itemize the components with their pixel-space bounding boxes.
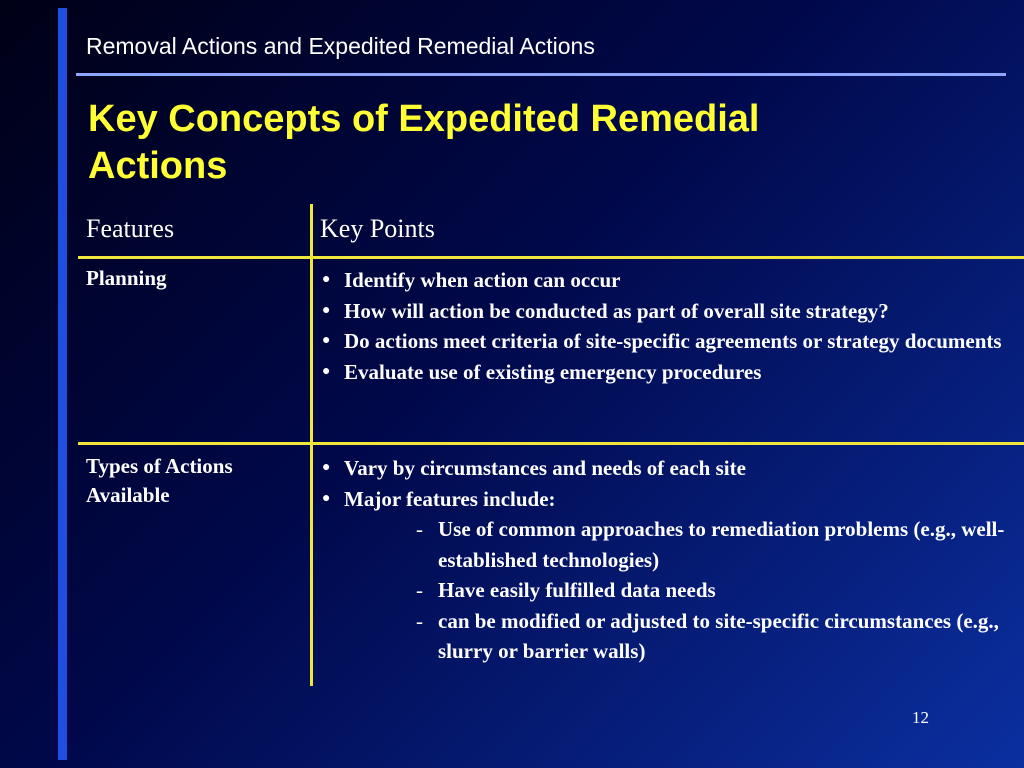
sub-list-item: - Have easily fulfilled data needs [414,575,1024,606]
bullet-icon: ● [322,363,331,379]
feature-planning: Planning [86,266,167,290]
section-title: Removal Actions and Expedited Remedial Actions [86,33,595,59]
header-rule [76,73,1006,76]
dash-icon: - [416,517,423,541]
list-item: ● Evaluate use of existing emergency procedures [320,357,1024,388]
dash-icon: - [416,608,423,633]
planning-points [320,265,1024,387]
column-divider [310,204,313,686]
list-item: ● Do actions meet criteria of site-specific agreements or strategy documents [320,326,1024,357]
bullet-icon: ● [322,460,331,475]
feature-types-of-actions: Types of Actions Available [86,454,233,507]
slide-title: Key Concepts of Expedited Remedial Actions [88,98,760,187]
concepts-table [78,204,1024,686]
list-item: ● How will action be conducted as part of overall site strategy? [320,296,1024,327]
header-row-divider [78,256,1024,259]
page-number: 12 [912,708,929,727]
list-item: ● Major features include: - Use of common approaches to remediation problems (e.g., well-established technologies) - Have easily fulfilled data needs - can be modified or adjusted to site-specific circumstances (e.g., slurry or barrier walls) [320,484,1024,667]
col-header-features: Features [86,214,175,243]
sub-list-item: - can be modified or adjusted to site-specific circumstances (e.g., slurry or barrier walls) [414,606,1024,667]
major-features-sublist [344,514,1024,667]
col-header-key-points: Key Points [320,214,435,243]
list-item: ● Identify when action can occur [320,265,1024,296]
sub-list-item: - Use of common approaches to remediation problems (e.g., well-established technologies) [414,514,1024,575]
bullet-icon: ● [322,490,331,506]
bullet-icon: ● [322,272,331,287]
list-item: ● Vary by circumstances and needs of each site [320,453,1024,484]
left-accent-bar [58,8,67,760]
types-points [320,453,1024,667]
bullet-icon: ● [322,333,331,348]
bullet-icon: ● [322,302,331,318]
dash-icon: - [416,578,423,602]
row-divider [78,442,1024,445]
